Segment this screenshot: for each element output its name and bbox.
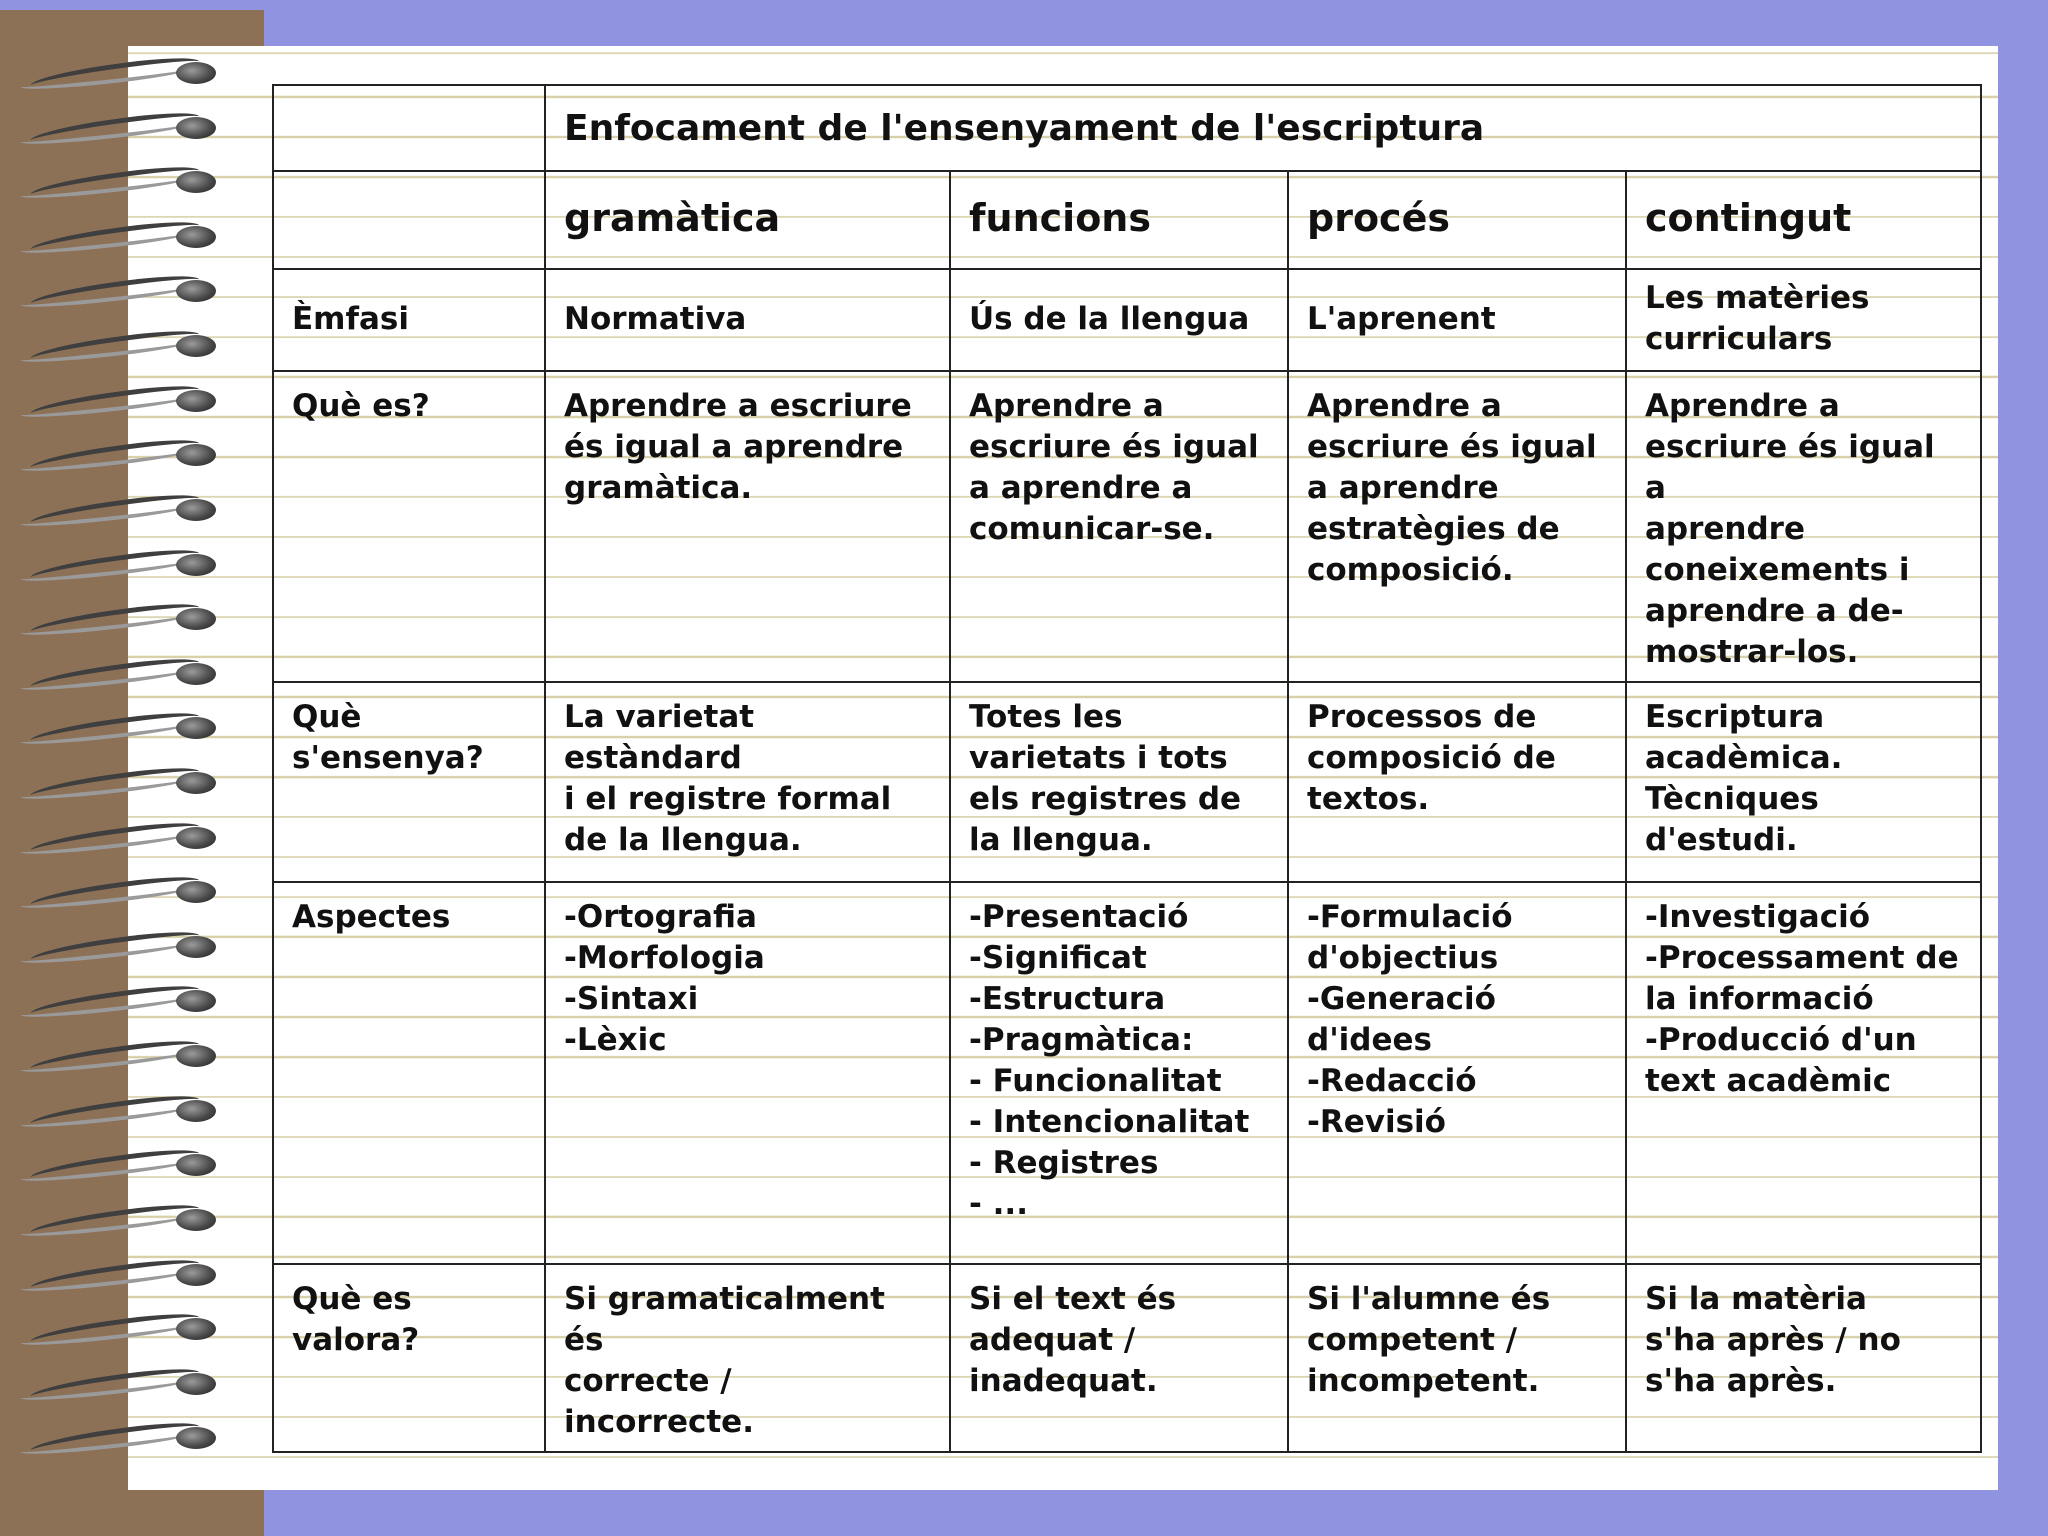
spiral-coil <box>0 924 230 964</box>
header-contingut: contingut <box>1626 171 1981 269</box>
spiral-coil <box>0 432 230 472</box>
spiral-coil <box>0 705 230 745</box>
spiral-coil <box>0 1088 230 1128</box>
spiral-coil <box>0 978 230 1018</box>
table-cell: Si la matèria s'ha après / no s'ha après. <box>1626 1264 1981 1452</box>
spiral-coil <box>0 542 230 582</box>
table-cell: L'aprenent <box>1288 269 1626 371</box>
spiral-coil <box>0 1033 230 1073</box>
table-title: Enfocament de l'ensenyament de l'escriptura <box>545 85 1981 171</box>
header-row <box>273 171 1981 269</box>
table-cell: Aprendre a escriure és igual a aprendre a comunicar-se. <box>950 371 1288 682</box>
table-cell: Totes les varietats i tots els registres de la llengua. <box>950 682 1288 882</box>
spiral-coil <box>0 1415 230 1455</box>
table-cell: La varietat estàndard i el registre formal de la llengua. <box>545 682 950 882</box>
spiral-coil <box>0 487 230 527</box>
table-cell: Aprendre a escriure és igual a aprendre estratègies de composició. <box>1288 371 1626 682</box>
spiral-binding <box>0 50 230 1470</box>
row-label: Èmfasi <box>273 269 545 371</box>
spiral-coil <box>0 323 230 363</box>
table-cell: Aprendre a escriure és igual a aprendre gramàtica. <box>545 371 950 682</box>
spiral-coil <box>0 1197 230 1237</box>
header-funcions: funcions <box>950 171 1288 269</box>
empty-header-cell <box>273 171 545 269</box>
table-row <box>273 882 1981 1264</box>
table-cell: -Formulació d'objectius -Generació d'idees -Redacció -Revisió <box>1288 882 1626 1264</box>
header-gramatica: gramàtica <box>545 171 950 269</box>
spiral-coil <box>0 760 230 800</box>
row-label: Què es valora? <box>273 1264 545 1452</box>
table-cell: Aprendre a escriure és igual a aprendre coneixements i aprendre a de- mostrar-los. <box>1626 371 1981 682</box>
table-cell: -Ortografia -Morfologia -Sintaxi -Lèxic <box>545 882 950 1264</box>
row-label: Què s'ensenya? <box>273 682 545 882</box>
row-label: Aspectes <box>273 882 545 1264</box>
spiral-coil <box>0 214 230 254</box>
table-cell: Escriptura acadèmica. Tècniques d'estudi. <box>1626 682 1981 882</box>
table-cell: Si el text és adequat / inadequat. <box>950 1264 1288 1452</box>
table-row <box>273 1264 1981 1452</box>
spiral-coil <box>0 815 230 855</box>
table-cell: Si gramaticalment és correcte / incorrecte. <box>545 1264 950 1452</box>
header-proces: procés <box>1288 171 1626 269</box>
table-cell: Ús de la llengua <box>950 269 1288 371</box>
spiral-coil <box>0 1306 230 1346</box>
teaching-approach-table <box>272 84 1982 1453</box>
table-row <box>273 269 1981 371</box>
table-cell: -Presentació -Significat -Estructura -Pragmàtica: - Funcionalitat - Intencionalitat - Registres - ... <box>950 882 1288 1264</box>
spiral-coil <box>0 268 230 308</box>
table-cell: Si l'alumne és competent / incompetent. <box>1288 1264 1626 1452</box>
empty-corner-cell <box>273 85 545 171</box>
table-cell: Normativa <box>545 269 950 371</box>
spiral-coil <box>0 1361 230 1401</box>
table-row <box>273 682 1981 882</box>
spiral-coil <box>0 378 230 418</box>
spiral-coil <box>0 105 230 145</box>
table-cell: Processos de composició de textos. <box>1288 682 1626 882</box>
spiral-coil <box>0 1252 230 1292</box>
table-row <box>273 371 1981 682</box>
table-cell: -Investigació -Processament de la informació -Producció d'un text acadèmic <box>1626 882 1981 1264</box>
spiral-coil <box>0 1142 230 1182</box>
spiral-coil <box>0 596 230 636</box>
table-cell: Les matèries curriculars <box>1626 269 1981 371</box>
spiral-coil <box>0 869 230 909</box>
spiral-coil <box>0 159 230 199</box>
title-row <box>273 85 1981 171</box>
spiral-coil <box>0 651 230 691</box>
spiral-coil <box>0 50 230 90</box>
row-label: Què es? <box>273 371 545 682</box>
